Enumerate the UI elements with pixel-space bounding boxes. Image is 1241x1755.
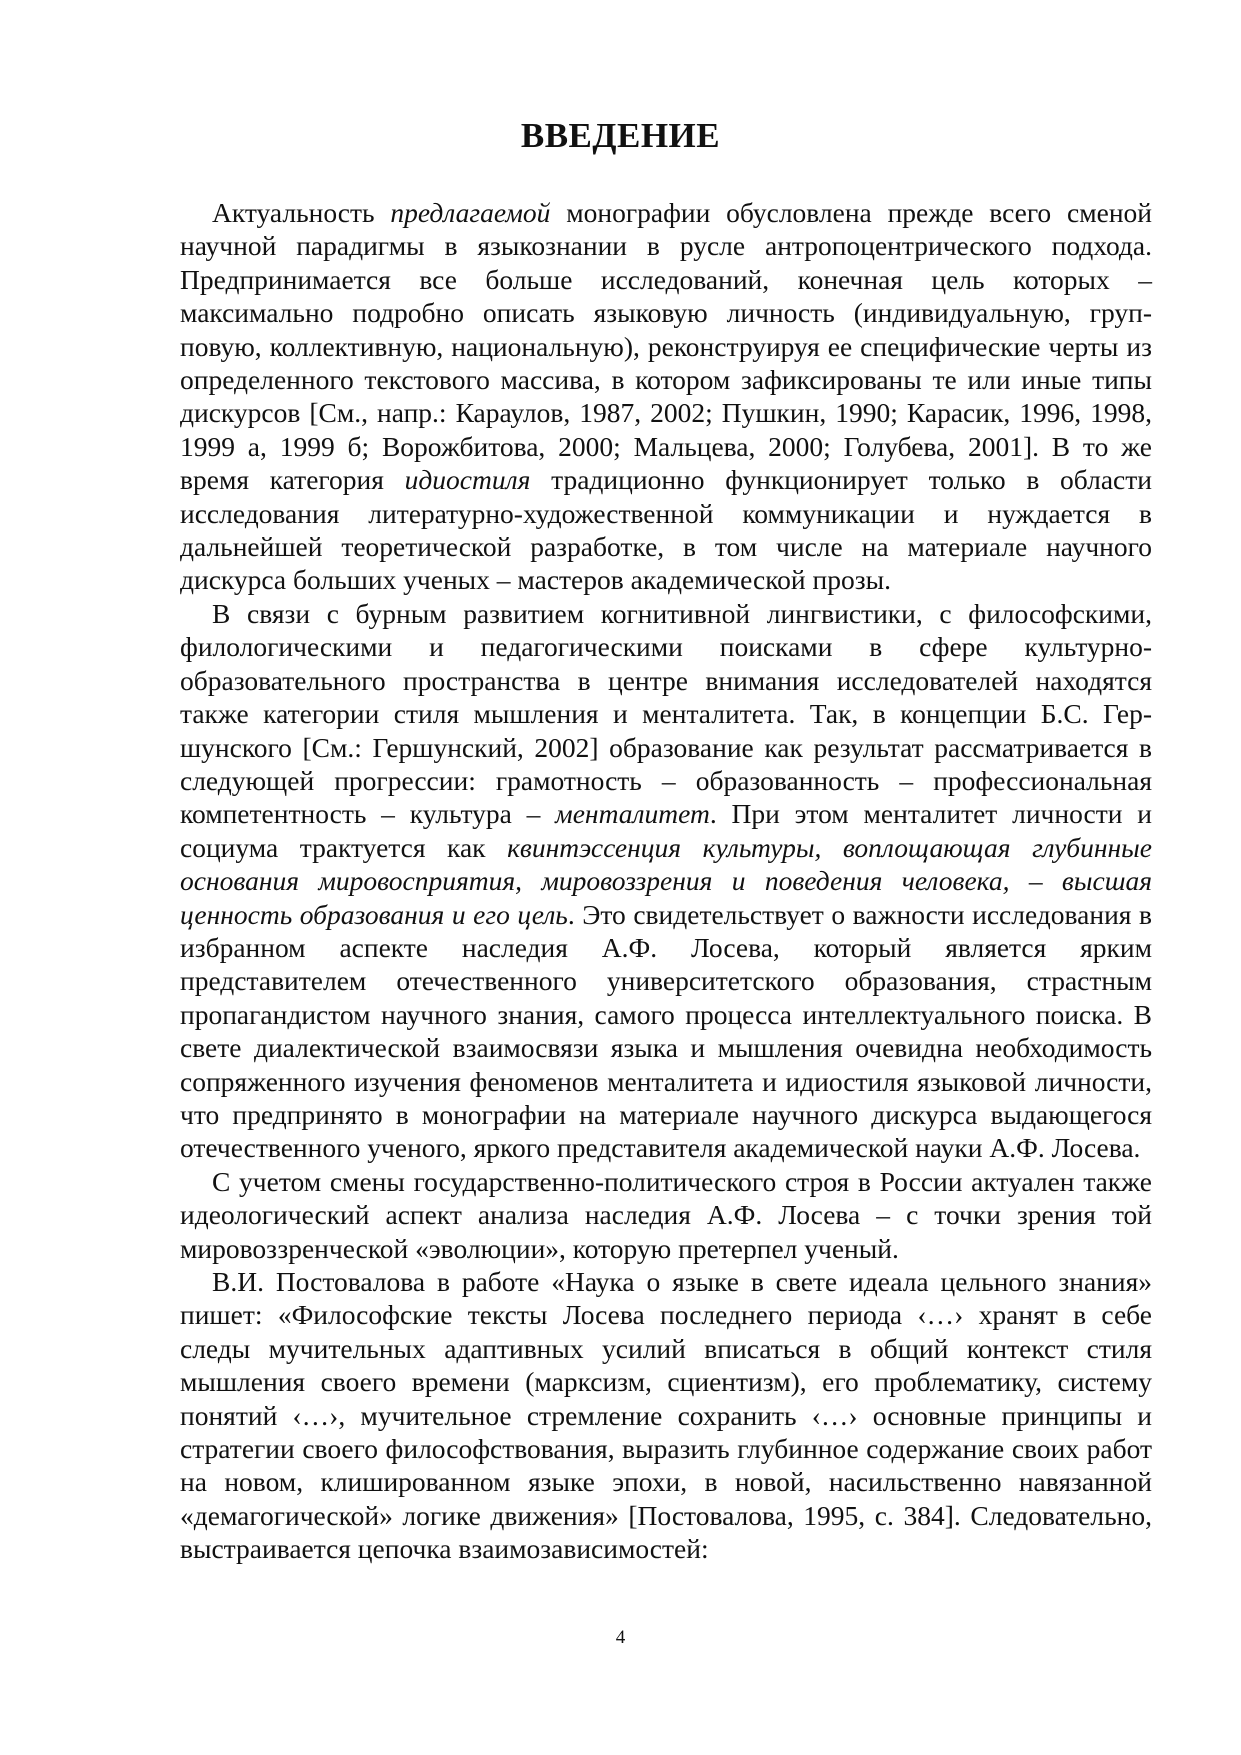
page-number: 4 (615, 1627, 626, 1648)
text-segment: В.И. Постовалова в работе «Наука о языке в свете идеала цельного знания» пишет: «Философские тексты Лосева последнего периода ‹…› хранят в себе следы мучительных адаптивных усилий вписаться в общий контекст стиля мышления своего времени (марксизм, сциентизм), его проблематику, систему понятий ‹…›, мучительное стремление сохранить ‹…› основные принципы и стратегии своего философствования, выразить глубинное содержание своих работ на новом, клишированном языке эпохи, в новой, насильственно навязанной «демагогической» логике движения» [Постовалова, 1995, с. 384]. Следовательно, выстраивается цепочка взаимозависимостей: (180, 1266, 1152, 1565)
paragraph (180, 1265, 1152, 1566)
text-segment: . Это свидетельствует о важности исследования в избранном аспекте наследия А.Ф. Лосева, который является ярким представителем отечественного университетского образования, страстным пропагандистом научного знания, самого процесса интеллектуального поиска. В свете диалектической взаимосвязи языка и мышления очевидна необходимость сопряженного изучения феноменов менталитета и идиостиля языковой личности, что предпринято в монографии на материале научного дискурса выдающегося отечественного ученого, яркого представителя академической науки А.Ф. Лосева. (180, 898, 1152, 1164)
text-segment: Актуальность (212, 197, 391, 228)
text-segment: В связи с бурным развитием когнитивной лингвистики, с философскими, филологическими и педагогическими поисками в сфере культурно-образовательного пространства в центре внимания исследователей находятся также категории стиля мышления и менталитета. Так, в концепции Б.С. Гершунского [См.: Гершунский, 2002] образование как результат рассматривается в следующей прогрессии: грамотность – образованность – профессиональная компетентность – культура – (180, 597, 1152, 830)
italic-text-segment: предлагаемой (390, 197, 551, 228)
text-segment: традиционно функционирует только в области исследования литературно-художественной коммуникации и нуждается в дальнейшей теоретической разработке, в том числе на материале научного дискурса больших ученых – мастеров академической прозы. (180, 464, 1152, 596)
paragraph (180, 196, 1152, 597)
text-segment: монографии обусловлена прежде всего сменой научной парадигмы в языкознании в русле антропоцентрического подхода. Предпринимается все больше исследований, конечная цель которых – максимально подробно описать языковую личность (индивидуальную, групповую, коллективную, национальную), реконструируя ее специфические черты из определенного текстового массива, в котором зафиксированы те или иные типы дискурсов [См., напр.: Караулов, 1987, 2002; Пушкин, 1990; Карасик, 1996, 1998, 1999 а, 1999 б; Ворожбитова, 2000; Мальцева, 2000; Голубева, 2001]. В то же время категория (180, 197, 1152, 496)
text-segment: С учетом смены государственно-политического строя в России актуален также идеологический аспект анализа наследия А.Ф. Лосева – с точки зрения той мировоззренческой «эволюции», которую претерпел ученый. (180, 1165, 1152, 1264)
paragraph (180, 597, 1152, 1165)
page-title: ВВЕДЕНИЕ (520, 116, 721, 155)
text-segment: . При этом менталитет личности и социума трактуется как (180, 798, 1152, 863)
paragraph (180, 1165, 1152, 1265)
body-text (180, 196, 1152, 1566)
italic-text-segment: квинтэссенция культуры, воплощающая глубинные основания мировосприятия, мировоззрения и поведения человека, – высшая ценность образования и его цель (180, 831, 1152, 930)
italic-text-segment: менталитет (555, 798, 710, 830)
italic-text-segment: идиостиля (404, 464, 531, 496)
